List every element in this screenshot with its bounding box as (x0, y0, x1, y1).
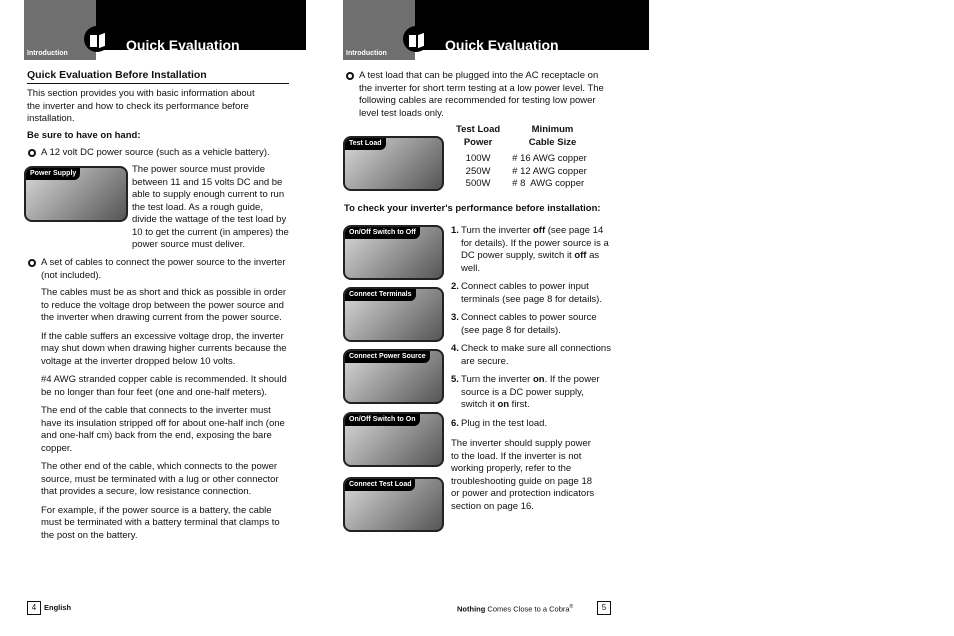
step-number: 3. (451, 312, 459, 323)
cable-size-table (450, 124, 593, 191)
bullet-test-load: A test load that can be plugged into the AC receptacle on the inverter for short term testing at a low power level. The following cables are recommended for testing low power level test loads only. (359, 70, 604, 119)
list-item (451, 343, 611, 368)
table-cell: # 16 AWG copper (512, 153, 587, 164)
list-item (451, 281, 611, 306)
check-heading: To check your inverter's performance before installation: (344, 203, 601, 214)
bullet-icon (28, 259, 36, 267)
list-item (451, 374, 611, 412)
header-line: Minimum (531, 124, 574, 135)
table-header-cell (506, 124, 593, 149)
page-title: Quick Evaluation (445, 37, 559, 53)
cobra-logo-icon (403, 26, 429, 52)
table-cell: 100W (465, 153, 491, 164)
test-load-photo (343, 136, 444, 191)
list-item (451, 418, 611, 431)
step-number: 6. (451, 417, 459, 429)
photo-label: On/Off Switch to Off (345, 227, 420, 239)
bullet-icon (28, 149, 36, 157)
power-supply-text: The power source must provide between 11 and 15 volts DC and be able to supply enough current to run the test load. As a rough guide, divide the wattage of the test load by 10 to get the current (in amperes) the power source must deliver. (132, 164, 289, 250)
right-header-bar (343, 0, 649, 57)
table-row (450, 153, 593, 166)
header-line: Power (463, 136, 493, 148)
section-label: Introduction (27, 50, 68, 57)
heading-rule (27, 83, 289, 84)
steps-list (451, 225, 611, 513)
step-text: Plug in the test load. (461, 417, 548, 429)
header-line: Cable Size (528, 136, 577, 148)
closing-paragraph: The inverter should supply power to the load. If the inverter is not working properly, refer to the troubleshooting guide on page 18 or power and protection indicators section on page 16. (451, 438, 595, 512)
page-number: 4 (27, 601, 41, 615)
step-photo-switch-on (343, 412, 444, 467)
table-row (450, 166, 593, 179)
intro-paragraph: This section provides you with basic information about the inverter and how to check its performance before installation. (27, 88, 255, 124)
table-cell: # 8 AWG copper (512, 178, 585, 189)
step-photo-terminals (343, 287, 444, 342)
step-photo-switch-off (343, 225, 444, 280)
table-cell: # 12 AWG copper (512, 165, 587, 177)
table-row (450, 178, 593, 191)
power-supply-photo (24, 166, 128, 222)
list-item (451, 312, 611, 337)
bullet-icon (346, 72, 354, 80)
page-number: 5 (597, 601, 611, 615)
step-text: Turn the inverter (461, 374, 533, 385)
step-text: as well. (461, 250, 600, 274)
step-text: . If the power source is a DC power supply, switch it (461, 374, 600, 410)
photo-label: Connect Power Source (345, 351, 430, 363)
step-text: off (532, 225, 546, 236)
registered-mark: ® (569, 604, 574, 610)
page-title: Quick Evaluation (126, 37, 240, 53)
step-number: 4. (451, 343, 459, 354)
step-number: 5. (451, 374, 459, 385)
step-photo-power-source (343, 349, 444, 404)
cable-paragraph: For example, if the power source is a battery, the cable must be terminated with a battery terminal that clamps to the post on the battery. (41, 504, 280, 541)
step-text: on (497, 399, 510, 410)
footer-language: English (44, 603, 72, 612)
be-sure-label: Be sure to have on hand: (27, 130, 141, 141)
photo-label: Connect Terminals (345, 289, 416, 301)
section-label: Introduction (346, 50, 387, 57)
step-text: off (574, 250, 587, 261)
step-text: first. (509, 399, 530, 410)
cable-details (41, 287, 291, 548)
step-number: 2. (451, 281, 459, 292)
cable-paragraph: The cables must be as short and thick as possible in order to reduce the voltage drop between the power source and the inverter when drawing current from the power source. (41, 287, 287, 323)
step-text: Connect cables to power source (see page 8 for details). (461, 312, 597, 336)
step-text: (see page 14 for details). If the power source is a DC power supply, switch it (461, 225, 609, 261)
photo-label: Test Load (345, 138, 386, 150)
cable-paragraph: The end of the cable that connects to the inverter must have its insulation stripped off for about one-half inch (one and one-half cm) back from the end, exposing the bare copper. (41, 405, 285, 454)
cable-paragraph: If the cable suffers an excessive voltage drop, the inverter may shut down when drawing higher currents because the voltage at the inverter dropped below 10 volts. (41, 330, 287, 367)
photo-label: On/Off Switch to On (345, 414, 420, 426)
step-text: Turn the inverter (461, 225, 533, 236)
table-header (450, 124, 593, 149)
step-text: Check to make sure all connections are secure. (461, 343, 611, 367)
left-header-bar (24, 0, 306, 57)
header-line: Test Load (456, 124, 501, 135)
bullet-cables: A set of cables to connect the power source to the inverter (not included). (41, 257, 286, 281)
table-header-cell (450, 124, 506, 149)
photo-label: Connect Test Load (345, 479, 415, 491)
table-cell: 500W (465, 178, 491, 189)
photo-label: Power Supply (26, 168, 80, 180)
list-item (451, 225, 611, 275)
step-photo-test-load (343, 477, 444, 532)
step-number: 1. (451, 225, 459, 236)
table-cell: 250W (465, 165, 491, 177)
step-text: on (532, 374, 545, 385)
bullet-power-source: A 12 volt DC power source (such as a vehicle battery). (41, 147, 270, 158)
footer-tagline (457, 604, 573, 614)
cobra-logo-icon (84, 26, 110, 52)
tagline-bold: Nothing (457, 604, 486, 614)
section-heading: Quick Evaluation Before Installation (27, 69, 207, 81)
step-text: Connect cables to power input terminals (see page 8 for details). (461, 281, 602, 305)
cable-paragraph: #4 AWG stranded copper cable is recommended. It should be no longer than four feet (one and one-half meters). (41, 374, 287, 398)
cable-paragraph: The other end of the cable, which connects to the power source, must be terminated with a lug or other connector that provides a secure, low resistance connection. (41, 461, 279, 497)
tagline-rest: Comes Close to a Cobra (485, 604, 570, 614)
